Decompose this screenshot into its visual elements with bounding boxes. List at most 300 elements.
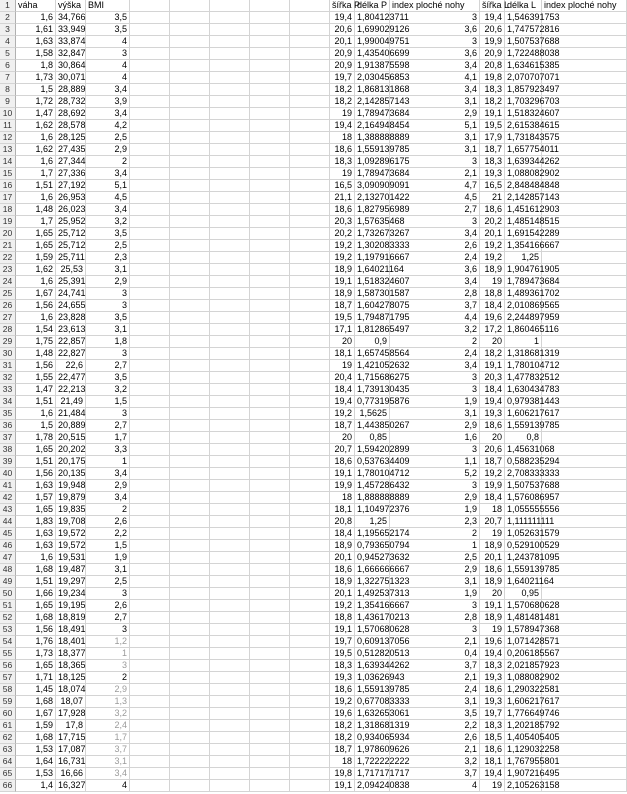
empty-cell[interactable] [130, 420, 170, 432]
table-cell[interactable]: 1,45 [16, 684, 56, 696]
table-cell[interactable]: 27,192 [58, 180, 86, 190]
row-header[interactable]: 17 [0, 192, 16, 204]
row-header[interactable]: 53 [0, 624, 16, 636]
empty-cell[interactable] [290, 708, 330, 720]
table-cell[interactable]: 1,55 [16, 372, 56, 384]
table-cell[interactable]: 2,7 [86, 360, 130, 372]
empty-cell[interactable] [210, 684, 250, 696]
empty-cell[interactable] [130, 240, 170, 252]
empty-cell[interactable] [250, 684, 290, 696]
empty-cell[interactable] [290, 96, 330, 108]
empty-cell[interactable] [130, 756, 170, 768]
table-cell[interactable]: 4,5 [86, 192, 130, 204]
table-cell[interactable] [542, 252, 627, 264]
table-cell[interactable]: 19,2 [330, 240, 355, 252]
table-cell[interactable] [542, 516, 627, 528]
table-cell[interactable]: 1,634615385 [507, 60, 560, 70]
table-cell[interactable]: 1,202185792 [507, 720, 560, 730]
empty-cell[interactable] [290, 612, 330, 624]
row-header[interactable]: 12 [0, 132, 16, 144]
table-cell[interactable]: 1,907216495 [507, 768, 560, 778]
empty-cell[interactable] [290, 492, 330, 504]
table-cell[interactable]: 3,1 [390, 576, 480, 588]
table-cell[interactable]: 1,354166667 [507, 240, 560, 250]
table-cell[interactable]: 19,4 [480, 12, 505, 24]
table-cell[interactable]: 3,3 [86, 444, 130, 456]
empty-cell[interactable] [250, 108, 290, 120]
empty-cell[interactable] [290, 36, 330, 48]
table-cell[interactable]: 1,75 [16, 336, 56, 348]
table-cell[interactable] [542, 564, 627, 576]
table-cell[interactable]: 19,9 [480, 480, 505, 492]
empty-cell[interactable] [250, 480, 290, 492]
table-cell[interactable]: 1,606217617 [507, 696, 560, 706]
table-cell[interactable]: 17,2 [480, 324, 505, 336]
empty-cell[interactable] [130, 120, 170, 132]
table-cell[interactable]: 18,3 [480, 720, 505, 732]
table-cell[interactable]: 3,7 [390, 660, 480, 672]
table-cell[interactable]: 1,68 [16, 612, 56, 624]
table-cell[interactable]: 1,62 [16, 144, 56, 156]
table-cell[interactable]: 1,435406699 [357, 48, 410, 58]
table-cell[interactable]: 1,481481481 [507, 612, 560, 622]
empty-cell[interactable] [170, 396, 210, 408]
empty-cell[interactable] [130, 252, 170, 264]
table-cell[interactable]: 19,7 [330, 636, 355, 648]
row-header[interactable]: 2 [0, 12, 16, 24]
table-cell[interactable]: 1,421052632 [357, 360, 410, 370]
empty-cell[interactable] [130, 48, 170, 60]
table-cell[interactable]: 1,776649746 [507, 708, 560, 718]
table-cell[interactable]: 1,56 [16, 300, 56, 312]
empty-cell[interactable] [170, 96, 210, 108]
table-cell[interactable]: 19,2 [480, 252, 505, 264]
table-cell[interactable]: 1,68 [16, 564, 56, 576]
table-cell[interactable]: 27,344 [58, 156, 86, 166]
table-cell[interactable]: 17,715 [58, 732, 86, 742]
row-header[interactable]: 9 [0, 96, 16, 108]
empty-cell[interactable] [290, 672, 330, 684]
table-cell[interactable] [542, 576, 627, 588]
table-cell[interactable]: 3,9 [86, 96, 130, 108]
empty-cell[interactable] [250, 168, 290, 180]
empty-cell[interactable] [130, 528, 170, 540]
empty-cell[interactable] [170, 636, 210, 648]
table-cell[interactable]: 2,1 [390, 744, 480, 756]
table-cell[interactable]: 1,492537313 [357, 588, 410, 598]
table-cell[interactable]: 20,8 [330, 516, 355, 528]
row-header[interactable]: 19 [0, 216, 16, 228]
empty-cell[interactable] [210, 312, 250, 324]
empty-cell[interactable] [130, 540, 170, 552]
table-cell[interactable]: 21,49 [56, 396, 86, 408]
empty-cell[interactable] [210, 228, 250, 240]
table-cell[interactable]: 1,559139785 [357, 684, 410, 694]
table-cell[interactable]: 1,63 [16, 540, 56, 552]
table-cell[interactable]: 1,64 [16, 756, 56, 768]
table-cell[interactable]: 1,630434783 [507, 384, 560, 394]
table-cell[interactable]: 1,789473684 [357, 108, 410, 118]
empty-cell[interactable] [130, 72, 170, 84]
empty-cell[interactable] [250, 288, 290, 300]
empty-cell[interactable] [130, 468, 170, 480]
table-cell[interactable]: 4 [86, 72, 130, 84]
table-cell[interactable] [542, 396, 627, 408]
table-cell[interactable]: 21 [480, 192, 505, 204]
empty-cell[interactable] [210, 12, 250, 24]
table-cell[interactable]: 18,6 [480, 420, 505, 432]
table-cell[interactable]: 30,071 [58, 72, 86, 82]
table-cell[interactable]: 3,4 [86, 108, 130, 120]
empty-cell[interactable] [170, 384, 210, 396]
empty-cell[interactable] [170, 720, 210, 732]
table-cell[interactable]: 3,1 [86, 324, 130, 336]
table-cell[interactable]: 1,747572816 [507, 24, 560, 34]
empty-cell[interactable] [250, 324, 290, 336]
empty-cell[interactable] [170, 108, 210, 120]
row-header[interactable]: 38 [0, 444, 16, 456]
table-cell[interactable]: 20 [480, 432, 505, 444]
empty-cell[interactable] [170, 84, 210, 96]
row-header[interactable]: 22 [0, 252, 16, 264]
table-cell[interactable] [542, 672, 627, 684]
table-cell[interactable]: 19,195 [58, 600, 86, 610]
table-cell[interactable]: 2 [86, 504, 130, 516]
table-cell[interactable]: 18,5 [480, 732, 505, 744]
table-cell[interactable]: 1,451612903 [507, 204, 560, 214]
table-cell[interactable]: 3,1 [86, 756, 130, 768]
table-cell[interactable]: 0,588235294 [507, 456, 560, 466]
empty-cell[interactable] [170, 276, 210, 288]
empty-cell[interactable] [250, 540, 290, 552]
table-cell[interactable]: 3 [86, 624, 130, 636]
empty-cell[interactable] [170, 360, 210, 372]
table-cell[interactable]: 18,4 [330, 384, 355, 396]
empty-cell[interactable] [250, 240, 290, 252]
table-cell[interactable]: 0,4 [390, 648, 480, 660]
table-cell[interactable]: 19,234 [58, 588, 86, 598]
empty-cell[interactable] [250, 696, 290, 708]
table-cell[interactable]: 3 [390, 384, 480, 396]
table-cell[interactable]: 1,51 [16, 456, 56, 468]
empty-cell[interactable] [210, 96, 250, 108]
table-cell[interactable]: 18,2 [330, 96, 355, 108]
empty-cell[interactable] [290, 72, 330, 84]
empty-cell[interactable] [250, 228, 290, 240]
row-header[interactable]: 15 [0, 168, 16, 180]
empty-cell[interactable] [250, 84, 290, 96]
table-cell[interactable]: 18,2 [330, 732, 355, 744]
empty-cell[interactable] [170, 204, 210, 216]
table-cell[interactable]: 1,485148515 [507, 216, 560, 226]
empty-cell[interactable] [210, 780, 250, 792]
table-cell[interactable]: 3,6 [390, 264, 480, 276]
empty-cell[interactable] [250, 276, 290, 288]
table-cell[interactable]: 19,4 [480, 396, 505, 408]
empty-cell[interactable] [170, 36, 210, 48]
empty-cell[interactable] [250, 252, 290, 264]
empty-cell[interactable] [290, 168, 330, 180]
table-cell[interactable]: 18,6 [330, 144, 355, 156]
table-cell[interactable]: 3,7 [86, 744, 130, 756]
empty-cell[interactable] [250, 528, 290, 540]
table-cell[interactable]: 4 [86, 780, 130, 792]
empty-cell[interactable] [250, 12, 290, 24]
table-cell[interactable]: 3,4 [86, 168, 130, 180]
empty-cell[interactable] [170, 492, 210, 504]
table-cell[interactable] [542, 336, 627, 348]
table-cell[interactable]: 18,6 [330, 684, 355, 696]
table-cell[interactable]: 2,105263158 [507, 780, 560, 790]
empty-cell[interactable] [210, 432, 250, 444]
table-cell[interactable]: 1,9 [390, 504, 480, 516]
empty-cell[interactable] [170, 168, 210, 180]
row-header[interactable]: 20 [0, 228, 16, 240]
table-cell[interactable]: 1,5 [16, 84, 56, 96]
empty-cell[interactable] [210, 252, 250, 264]
table-cell[interactable]: 25,711 [58, 252, 85, 262]
table-cell[interactable]: 1,56 [16, 624, 56, 636]
empty-cell[interactable] [250, 60, 290, 72]
table-cell[interactable]: 3,090909091 [357, 180, 410, 190]
empty-cell[interactable] [170, 564, 210, 576]
table-cell[interactable]: 2 [86, 156, 130, 168]
table-cell[interactable]: 18,6 [330, 564, 355, 576]
empty-cell[interactable] [170, 648, 210, 660]
empty-cell[interactable] [290, 504, 330, 516]
empty-cell[interactable] [130, 432, 170, 444]
table-cell[interactable]: 18,7 [480, 456, 505, 468]
table-cell[interactable]: 18,6 [480, 684, 505, 696]
table-cell[interactable]: 18,4 [480, 384, 505, 396]
row-header[interactable]: 23 [0, 264, 16, 276]
empty-cell[interactable] [290, 348, 330, 360]
table-cell[interactable]: 0,206185567 [507, 648, 560, 658]
row-header[interactable]: 34 [0, 396, 16, 408]
table-cell[interactable]: 3 [86, 288, 130, 300]
table-cell[interactable] [542, 240, 627, 252]
table-cell[interactable]: 18,9 [480, 576, 505, 588]
empty-cell[interactable] [210, 264, 250, 276]
table-cell[interactable]: 0,773195876 [357, 396, 410, 406]
table-cell[interactable]: 25,391 [58, 276, 86, 286]
table-cell[interactable]: 3,4 [86, 204, 130, 216]
empty-cell[interactable] [210, 636, 250, 648]
table-cell[interactable] [542, 456, 627, 468]
table-cell[interactable]: 1,59 [16, 252, 56, 264]
empty-cell[interactable] [210, 240, 250, 252]
table-cell[interactable]: 1,780104712 [357, 468, 410, 478]
row-header[interactable]: 21 [0, 240, 16, 252]
empty-cell[interactable] [290, 468, 330, 480]
empty-cell[interactable] [210, 120, 250, 132]
table-cell[interactable]: 17,9 [480, 132, 505, 144]
table-cell[interactable]: 16,731 [58, 756, 86, 766]
table-cell[interactable]: 1,54 [16, 324, 56, 336]
table-cell[interactable] [542, 480, 627, 492]
table-cell[interactable]: 1,65 [16, 444, 56, 456]
table-cell[interactable]: 0,609137056 [357, 636, 410, 646]
table-cell[interactable]: 1,65 [16, 600, 56, 612]
table-cell[interactable]: 22,6 [56, 360, 86, 372]
empty-cell[interactable] [210, 360, 250, 372]
row-header[interactable]: 36 [0, 420, 16, 432]
empty-cell[interactable] [130, 144, 170, 156]
table-cell[interactable] [542, 720, 627, 732]
empty-cell[interactable] [290, 144, 330, 156]
table-cell[interactable]: 18,4 [480, 300, 505, 312]
empty-cell[interactable] [130, 132, 170, 144]
row-header[interactable]: 46 [0, 540, 16, 552]
table-cell[interactable]: 2,4 [390, 252, 480, 264]
empty-cell[interactable] [290, 24, 330, 36]
empty-cell[interactable] [170, 528, 210, 540]
empty-cell[interactable] [250, 660, 290, 672]
table-cell[interactable]: 0,934065934 [357, 732, 410, 742]
empty-cell[interactable] [210, 60, 250, 72]
table-cell[interactable]: 19,4 [330, 120, 355, 132]
table-cell[interactable]: 1,8 [16, 60, 56, 72]
table-cell[interactable]: 3 [86, 588, 130, 600]
table-cell[interactable]: 1,978609626 [357, 744, 410, 754]
empty-cell[interactable] [210, 72, 250, 84]
table-cell[interactable]: 19,1 [480, 360, 505, 372]
row-header[interactable]: 6 [0, 60, 16, 72]
empty-cell[interactable] [170, 72, 210, 84]
table-cell[interactable]: 3,4 [86, 768, 130, 780]
table-cell[interactable]: 19,2 [480, 468, 505, 480]
table-cell[interactable]: 0,945273632 [357, 552, 410, 562]
empty-cell[interactable] [290, 228, 330, 240]
empty-cell[interactable] [290, 264, 330, 276]
table-cell[interactable] [542, 780, 627, 792]
empty-cell[interactable] [170, 576, 210, 588]
table-cell[interactable]: 1,559139785 [357, 144, 410, 154]
table-cell[interactable]: 18,8 [480, 288, 505, 300]
row-header[interactable]: 3 [0, 24, 16, 36]
row-header[interactable]: 44 [0, 516, 16, 528]
table-cell[interactable]: 1,666666667 [357, 564, 410, 574]
table-cell[interactable]: 1 [390, 540, 480, 552]
table-cell[interactable]: 3 [86, 408, 130, 420]
table-cell[interactable]: 18,7 [330, 420, 355, 432]
column-header-j[interactable]: délka P [355, 0, 390, 12]
table-cell[interactable]: 25,712 [58, 228, 86, 238]
row-header[interactable]: 16 [0, 180, 16, 192]
table-cell[interactable] [542, 72, 627, 84]
table-cell[interactable]: 20,9 [480, 48, 505, 60]
row-header[interactable]: 57 [0, 672, 16, 684]
table-cell[interactable]: 1,088082902 [507, 168, 560, 178]
empty-cell[interactable] [130, 276, 170, 288]
table-cell[interactable]: 3,4 [390, 228, 480, 240]
empty-cell[interactable] [170, 252, 210, 264]
empty-cell[interactable] [130, 288, 170, 300]
table-cell[interactable]: 1,72 [16, 96, 56, 108]
empty-cell[interactable] [210, 168, 250, 180]
table-cell[interactable]: 1,457286432 [357, 480, 410, 490]
table-cell[interactable]: 19,9 [330, 480, 355, 492]
table-cell[interactable]: 2,9 [86, 480, 130, 492]
table-cell[interactable]: 1,5 [86, 396, 130, 408]
empty-cell[interactable] [170, 264, 210, 276]
table-cell[interactable]: 1,559139785 [507, 564, 560, 574]
table-cell[interactable]: 18,3 [330, 156, 355, 168]
table-cell[interactable]: 3 [86, 660, 130, 672]
table-cell[interactable]: 18,074 [58, 684, 86, 694]
table-cell[interactable] [542, 600, 627, 612]
table-cell[interactable]: 1,322751323 [357, 576, 410, 586]
table-cell[interactable]: 4,5 [390, 192, 480, 204]
table-cell[interactable]: 1,25 [505, 252, 542, 264]
table-cell[interactable] [542, 144, 627, 156]
table-cell[interactable]: 4 [86, 60, 130, 72]
table-cell[interactable]: 4,7 [390, 180, 480, 192]
table-cell[interactable]: 18,491 [58, 624, 86, 634]
table-cell[interactable]: 1 [86, 456, 130, 468]
row-header[interactable]: 8 [0, 84, 16, 96]
table-cell[interactable]: 16,5 [480, 180, 505, 192]
table-cell[interactable]: 1,9 [86, 552, 130, 564]
empty-cell[interactable] [290, 120, 330, 132]
table-cell[interactable] [542, 276, 627, 288]
table-cell[interactable]: 1,578947368 [507, 624, 560, 634]
table-cell[interactable] [542, 156, 627, 168]
table-cell[interactable]: 18,2 [480, 348, 505, 360]
empty-cell[interactable] [290, 324, 330, 336]
table-cell[interactable]: 2,6 [390, 240, 480, 252]
table-cell[interactable]: 19,572 [58, 540, 86, 550]
table-cell[interactable]: 1,63 [16, 528, 56, 540]
table-cell[interactable]: 1,868131868 [357, 84, 410, 94]
table-cell[interactable]: 3,6 [390, 24, 480, 36]
table-cell[interactable]: 1,405405405 [507, 732, 560, 742]
table-cell[interactable]: 1,61 [16, 24, 56, 36]
empty-cell[interactable] [290, 372, 330, 384]
empty-cell[interactable] [250, 300, 290, 312]
table-cell[interactable]: 3,1 [390, 132, 480, 144]
table-cell[interactable]: 20,2 [480, 216, 505, 228]
table-cell[interactable]: 18 [330, 492, 355, 504]
empty-cell[interactable] [290, 216, 330, 228]
empty-cell[interactable] [210, 708, 250, 720]
table-cell[interactable]: 2,9 [86, 144, 130, 156]
table-cell[interactable]: 3,7 [390, 300, 480, 312]
table-cell[interactable]: 1,606217617 [507, 408, 560, 418]
empty-cell[interactable] [210, 600, 250, 612]
empty-cell[interactable] [130, 372, 170, 384]
table-cell[interactable]: 20 [330, 336, 355, 348]
empty-cell[interactable] [170, 228, 210, 240]
empty-cell[interactable] [250, 156, 290, 168]
table-cell[interactable]: 1,388888889 [357, 132, 410, 142]
empty-cell[interactable] [290, 48, 330, 60]
table-cell[interactable]: 2,5 [390, 552, 480, 564]
table-cell[interactable]: 0,979381443 [507, 396, 560, 406]
table-cell[interactable]: 18 [480, 504, 505, 516]
table-cell[interactable]: 2,7 [390, 204, 480, 216]
table-cell[interactable]: 0,85 [355, 432, 390, 444]
table-cell[interactable]: 1,302083333 [357, 240, 410, 250]
table-cell[interactable]: 2,708333333 [507, 468, 560, 478]
empty-cell[interactable] [170, 744, 210, 756]
empty-cell[interactable] [130, 108, 170, 120]
column-header-k[interactable]: index ploché nohy [390, 0, 480, 12]
table-cell[interactable]: 1,518324607 [357, 276, 410, 286]
empty-cell[interactable] [210, 324, 250, 336]
empty-cell[interactable] [130, 324, 170, 336]
empty-cell[interactable] [250, 312, 290, 324]
